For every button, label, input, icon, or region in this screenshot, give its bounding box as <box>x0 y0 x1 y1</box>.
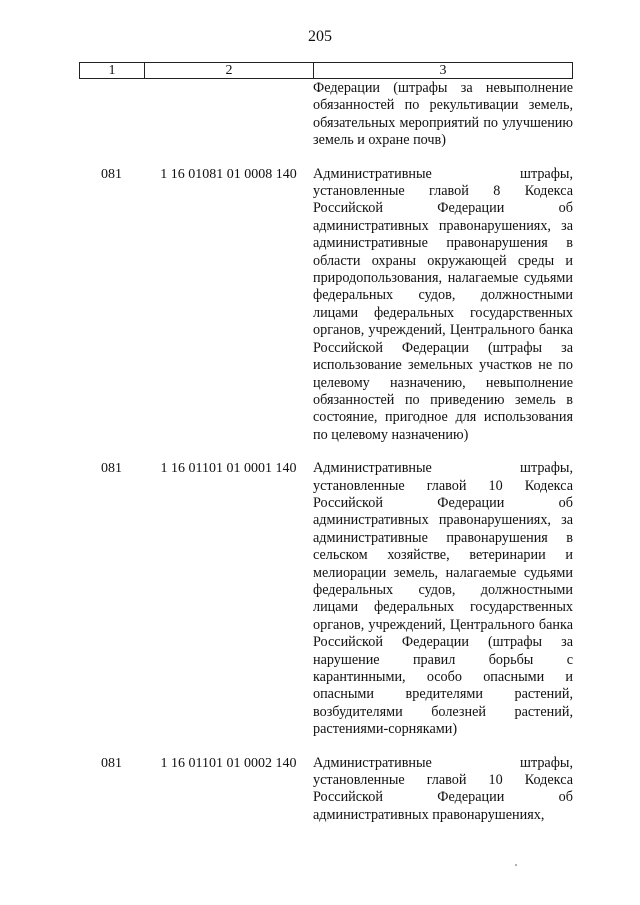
table-header <box>79 62 573 79</box>
row-code: 081 <box>101 461 122 477</box>
row-classification-code: 1 16 01101 01 0001 140 <box>160 461 297 477</box>
column-header-1: 1 <box>80 63 145 78</box>
table-row <box>79 80 573 150</box>
row-code: 081 <box>101 755 122 771</box>
page-number: 205 <box>308 28 332 45</box>
row-classification-code: 1 16 01101 01 0002 140 <box>160 755 297 771</box>
column-header-2: 2 <box>145 63 314 78</box>
row-description: Административные штрафы, установленные главой 10 Кодекса Российской Федерации об административных правонарушениях, <box>313 754 573 823</box>
row-description: Административные штрафы, установленные главой 8 Кодекса Российской Федерации об административных правонарушениях, за административные правонарушения в области охраны окружающей среды и природопользования, налагаемые судьями федеральных судов, должностными лицами федеральных государственных органов, учреждений, Центрального банка Российской Федерации (штрафы за использование земельных участков не по целевому назначению, невыполнение обязанностей по приведению земель в состояние, пригодное для использования по целевому назначению) <box>313 165 573 443</box>
column-header-3: 3 <box>439 63 447 78</box>
table-row <box>79 460 573 739</box>
row-description: Административные штрафы, установленные главой 10 Кодекса Российской Федерации об административных правонарушениях, за административные правонарушения в сельском хозяйстве, ветеринарии и мелиорации земель, налагаемые судьями федеральных судов, должностными лицами федеральных государственных органов, учреждений, Центрального банка Российской Федерации (штрафы за нарушение правил борьбы с карантинными, особо опасными и опасными вредителями растений, возбудителями болезней растений, растениями-сорняками) <box>313 460 573 738</box>
table-row <box>79 166 573 445</box>
row-classification-code: 1 16 01081 01 0008 140 <box>160 166 297 182</box>
row-description: Федерации (штрафы за невыполнение обязанностей по рекультивации земель, обязательных мероприятий по улучшению земель и охране почв) <box>313 80 573 149</box>
row-code: 081 <box>101 166 122 182</box>
table-row <box>79 755 573 825</box>
scan-speck <box>515 864 517 866</box>
table-body <box>79 80 573 824</box>
